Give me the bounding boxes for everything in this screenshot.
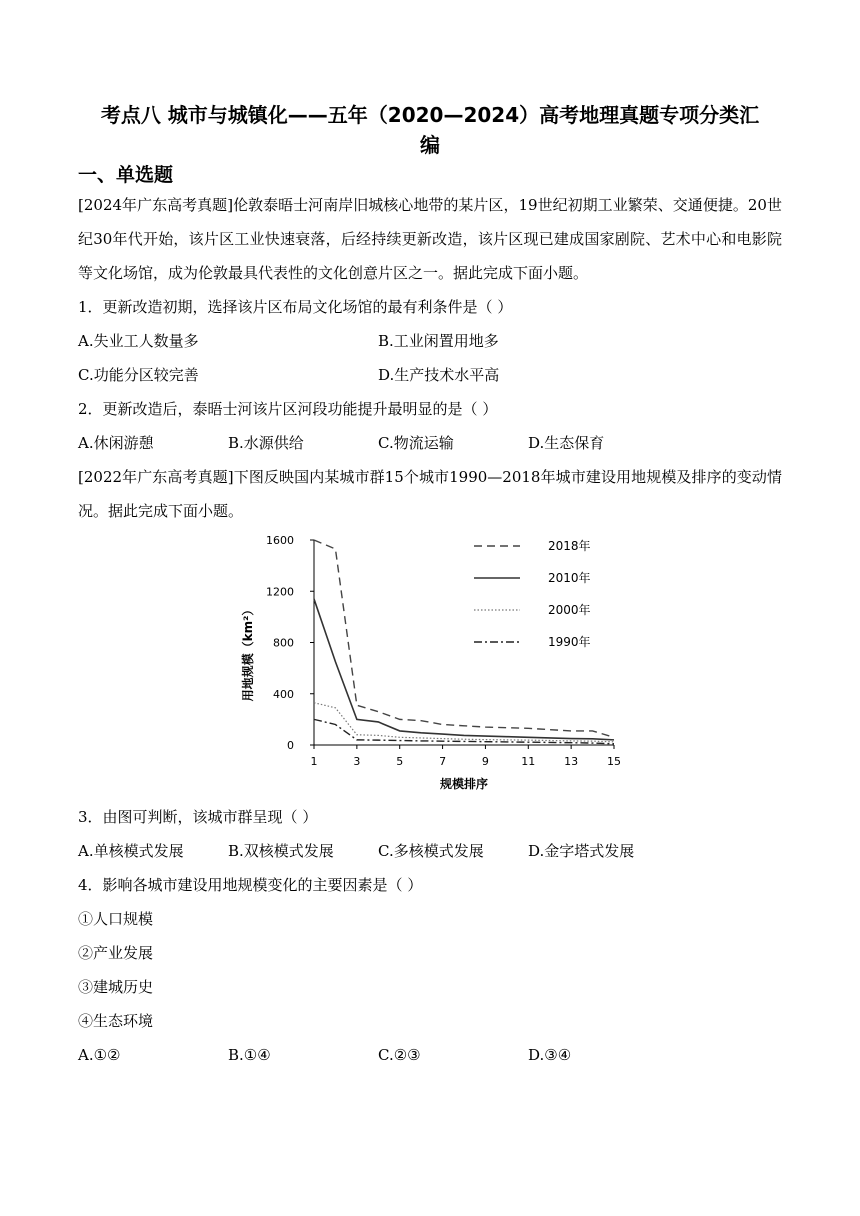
question-3-stem: 3．由图可判断，该城市群呈现（ ） [78,808,318,826]
question-4-stem: 4．影响各城市建设用地规模变化的主要因素是（ ） [78,876,423,894]
series-line-3 [314,719,614,743]
y-tick-label: 1200 [266,585,294,599]
x-tick-label: 5 [396,755,404,768]
y-tick-label: 1600 [266,534,294,547]
question-3-options [78,834,782,868]
series-line-1 [314,599,614,740]
legend-label-2: 2000年 [548,603,591,617]
q3-option-b: B.双核模式发展 [228,842,334,860]
question-4-options [78,1038,782,1072]
document-page [78,100,782,1072]
x-tick-label: 15 [607,755,621,768]
q4-option-b: B.①④ [228,1046,271,1064]
q4-option-a: A.①② [78,1046,121,1064]
land-use-line-chart [238,532,638,794]
q4-item-1: ①人口规模 [78,910,154,928]
passage-1: [2024年广东高考真题]伦敦泰晤士河南岸旧城核心地带的某片区，19世纪初期工业繁荣、交通便捷。20世纪30年代开始，该片区工业快速衰落，后经持续更新改造，该片区现已建成国家剧院、艺术中心和电影院等文化场馆，成为伦敦最具代表性的文化创意片区之一。据此完成下面小题。 [78,196,782,282]
land-use-chart-figure [78,532,782,794]
passage-2: [2022年广东高考真题]下图反映国内某城市群15个城市1990—2018年城市建设用地规模及排序的变动情况。据此完成下面小题。 [78,468,782,520]
q4-item-2: ②产业发展 [78,944,154,962]
q1-option-d: D.生产技术水平高 [378,366,500,384]
x-tick-label: 9 [481,755,489,768]
q1-option-a: A.失业工人数量多 [78,332,199,350]
question-1-stem: 1．更新改造初期，选择该片区布局文化场馆的最有利条件是（ ） [78,298,513,316]
x-tick-label: 7 [439,755,447,768]
q3-option-c: C.多核模式发展 [378,842,484,860]
q2-option-d: D.生态保育 [528,434,605,452]
page-title: 考点八 城市与城镇化——五年（2020—2024）高考地理真题专项分类汇编 [100,103,760,157]
legend-label-0: 2018年 [548,539,591,553]
question-2-options [78,426,782,460]
section-heading: 一、单选题 [78,164,174,186]
y-tick-label: 400 [273,687,294,701]
question-2-stem: 2．更新改造后，泰晤士河该片区河段功能提升最明显的是（ ） [78,400,498,418]
legend-label-3: 1990年 [548,635,591,649]
q2-option-b: B.水源供给 [228,434,304,452]
question-1-options [78,324,782,392]
q2-option-a: A.休闲游憩 [78,434,154,452]
q1-option-b: B.工业闲置用地多 [378,332,499,350]
q3-option-d: D.金字塔式发展 [528,842,635,860]
q2-option-c: C.物流运输 [378,434,454,452]
y-axis-label: 用地规模（km²） [241,603,255,702]
q4-item-3: ③建城历史 [78,978,154,996]
x-tick-label: 3 [353,755,361,768]
x-tick-label: 11 [521,755,536,768]
q4-option-c: C.②③ [378,1046,421,1064]
q4-option-d: D.③④ [528,1046,572,1064]
y-tick-label: 800 [273,636,294,650]
q4-item-4: ④生态环境 [78,1012,154,1030]
x-tick-label: 13 [564,755,579,768]
q3-option-a: A.单核模式发展 [78,842,184,860]
x-tick-label: 1 [310,755,318,768]
y-tick-label: 0 [287,739,294,752]
q1-option-c: C.功能分区较完善 [78,366,199,384]
legend-label-1: 2010年 [548,571,591,585]
x-axis-label: 规模排序 [439,777,489,791]
